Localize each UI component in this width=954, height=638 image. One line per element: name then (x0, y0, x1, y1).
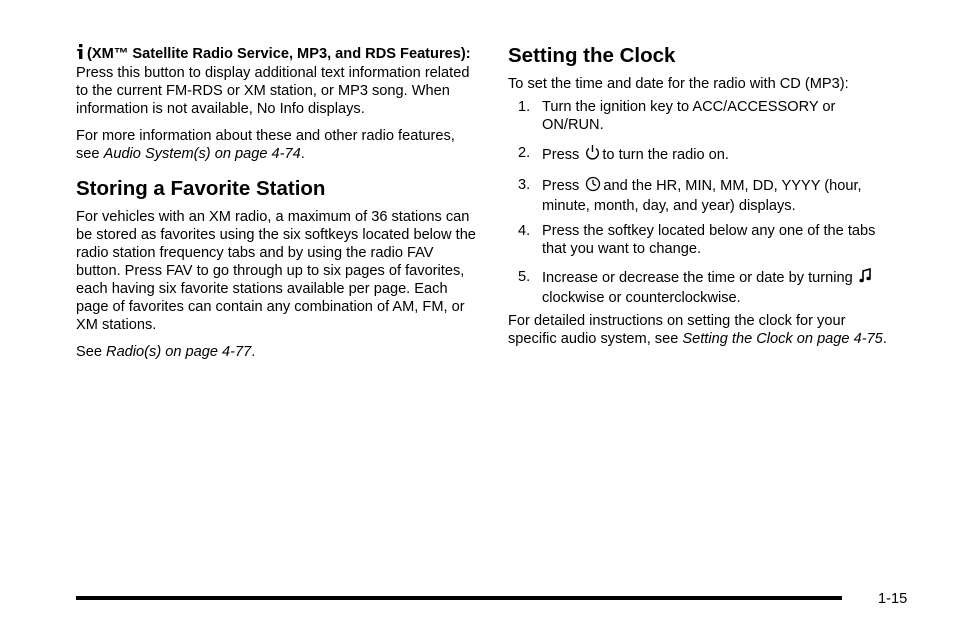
see-text: See (76, 344, 107, 360)
step-1 (508, 98, 888, 134)
step-text-post: to turn the radio on. (602, 147, 729, 163)
see-period: . (251, 344, 256, 360)
step-3 (508, 176, 888, 215)
step-2 (508, 144, 888, 166)
clock-intro: To set the time and date for the radio with CD (MP3): (508, 76, 849, 92)
step-number: 3. (518, 177, 531, 193)
favorite-section-title: Storing a Favorite Station (76, 177, 326, 200)
right-column (508, 44, 888, 348)
step-number: 1. (518, 99, 531, 115)
clock-steps (508, 98, 888, 307)
clock-icon (585, 176, 601, 197)
setting-clock-reference[interactable]: Setting the Clock on page 4-75 (682, 331, 883, 347)
audio-system-reference[interactable]: Audio System(s) on page 4-74 (103, 146, 301, 162)
more-info-period: . (300, 146, 305, 162)
see-radio-paragraph (76, 343, 476, 361)
step-text-pre: Press (542, 178, 580, 194)
step-text-post: and the HR, MIN, MM, DD, YYYY (hour, minute, month, day, and year) displays. (542, 178, 862, 214)
step-text-pre: Increase or decrease the time or date by turning (542, 270, 853, 286)
clock-outro (508, 312, 888, 348)
step-4 (508, 222, 888, 258)
step-text: Turn the ignition key to ACC/ACCESSORY or ON/RUN. (542, 99, 836, 133)
page-number: 1-15 (878, 591, 908, 607)
step-text-post: clockwise or counterclockwise. (542, 290, 741, 306)
more-info-text: For more information about these and other radio features, see (76, 128, 455, 162)
clock-section-title: Setting the Clock (508, 44, 676, 67)
outro-text: For detailed instructions on setting the clock for your specific audio system, see (508, 313, 846, 347)
step-number: 5. (518, 269, 531, 285)
radio-reference[interactable]: Radio(s) on page 4-77 (106, 344, 252, 360)
step-number: 2. (518, 145, 531, 161)
more-info-paragraph (76, 127, 476, 163)
step-number: 4. (518, 223, 531, 239)
favorite-body: For vehicles with an XM radio, a maximum of 36 stations can be stored as favorites using the six softkeys located below the radio station frequency tabs and by using the radio FAV button. Press FAV to go through up to six pages of favorites, each having six favorite stations available per page. Each page of favorites can contain any combination of AM, FM, or XM stations. (76, 209, 476, 333)
outro-period: . (882, 331, 887, 347)
step-5 (508, 268, 888, 307)
info-icon (76, 44, 85, 64)
step-text: Press the softkey located below any one of the tabs that you want to change. (542, 223, 876, 257)
footer-rule (76, 596, 842, 600)
left-column (76, 44, 476, 370)
power-icon (585, 144, 600, 166)
xm-button-heading: (XM™ Satellite Radio Service, MP3, and RDS Features): (87, 46, 471, 62)
xm-button-description (76, 44, 476, 118)
tune-knob-icon (859, 268, 872, 289)
xm-button-body: Press this button to display additional text information related to the current FM-RDS or XM station, or MP3 song. When information is not available, No Info displays. (76, 65, 470, 117)
step-text-pre: Press (542, 147, 580, 163)
